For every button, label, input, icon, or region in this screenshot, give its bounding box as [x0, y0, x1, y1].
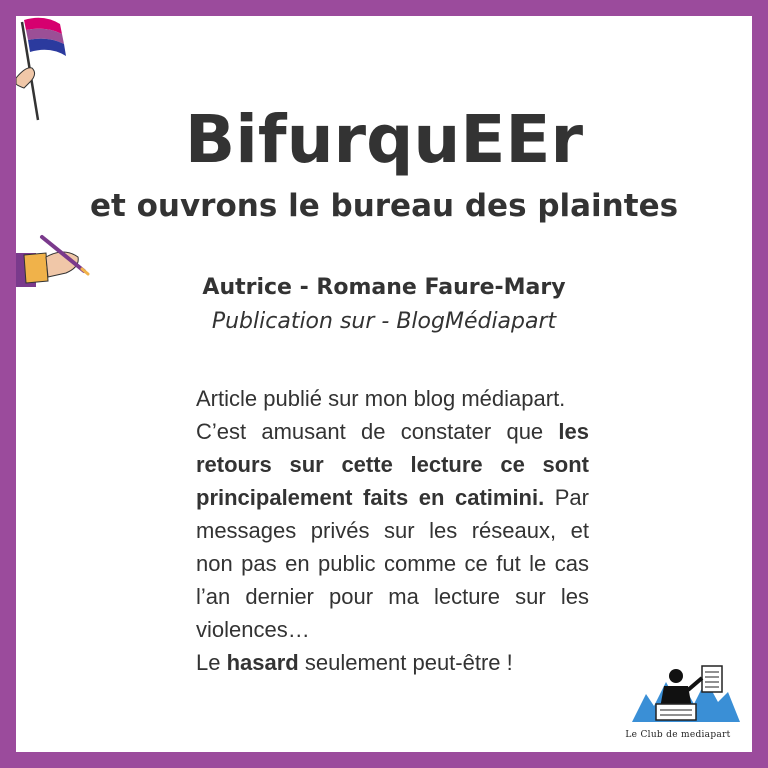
club-mediapart-logo: [632, 664, 740, 724]
excerpt-paragraph-2-end: Par messages privés sur les réseaux, et non pas en public comme ce fut le cas l’an dernier pour ma lecture sur les violences…: [196, 485, 589, 642]
page-title: BifurquEEr: [184, 101, 584, 178]
author-line: Autrice - Romane Faure-Mary: [202, 275, 566, 300]
excerpt-paragraph-2-start: C’est amusant de constater que: [196, 419, 559, 444]
logo-caption: Le Club de mediapart: [625, 730, 731, 740]
page-subtitle: et ouvrons le bureau des plaintes: [89, 188, 679, 224]
excerpt-paragraph-1: Article publié sur mon blog médiapart.: [196, 386, 566, 411]
article-excerpt: [196, 382, 589, 679]
poster-card: [16, 16, 752, 752]
excerpt-paragraph-3-bold: hasard: [226, 650, 299, 675]
excerpt-paragraph-2-bold: les retours sur cette lecture ce sont principalement faits en catimini.: [196, 419, 589, 510]
excerpt-paragraph-3-start: Le: [196, 650, 227, 675]
excerpt-paragraph-3-end: seulement peut-être !: [298, 650, 513, 675]
publication-line: Publication sur - BlogMédiapart: [211, 309, 557, 334]
